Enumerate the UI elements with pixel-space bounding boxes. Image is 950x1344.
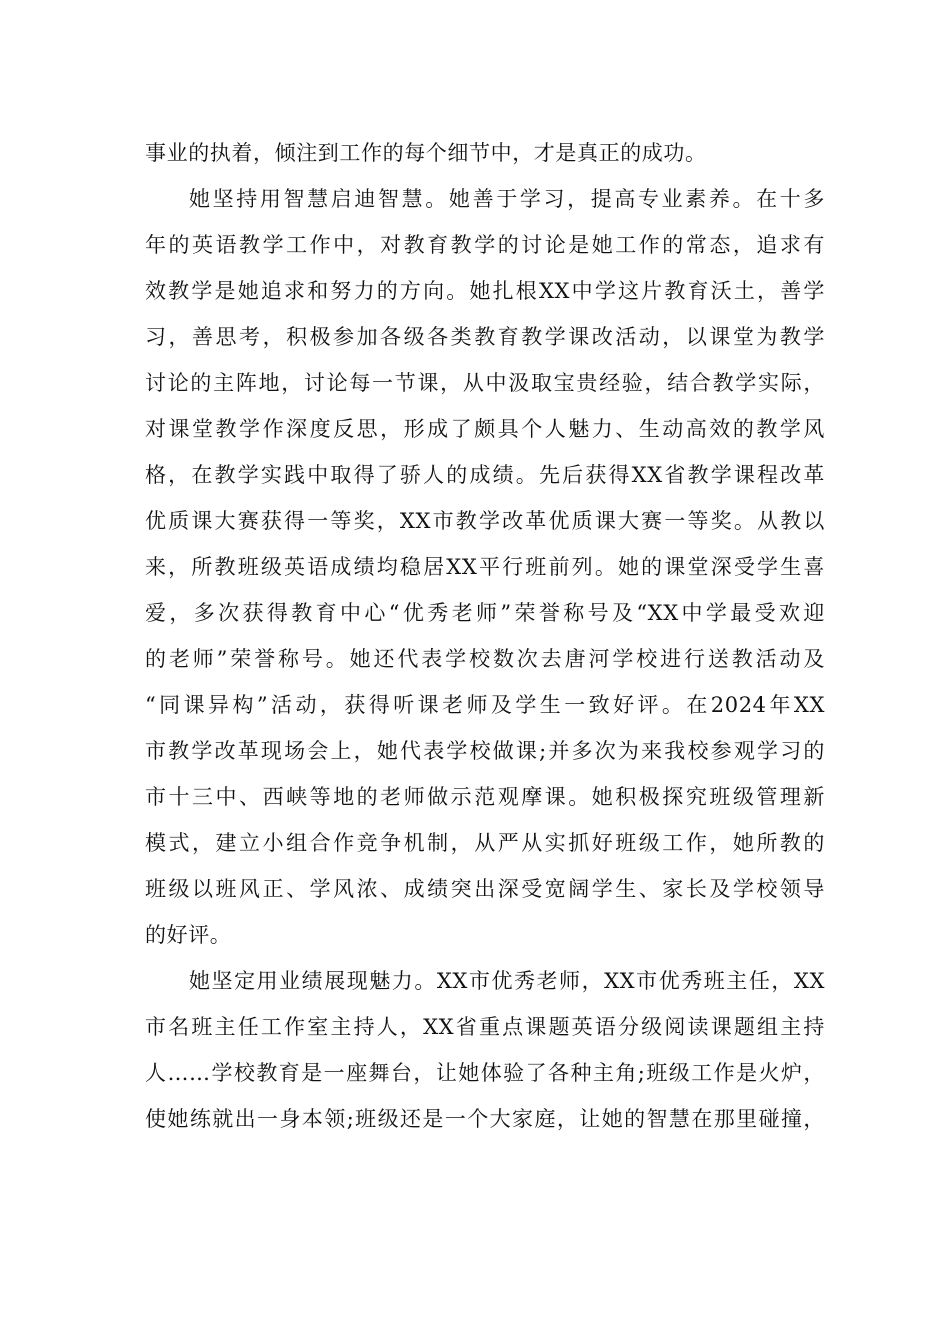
text-line: 的好评。 <box>145 923 232 947</box>
paragraph-first-line: 她坚定用业绩展现魅力。XX市优秀老师，XX市优秀班主任，XX <box>189 969 825 993</box>
text-line: 优质课大赛获得一等奖，XX市教学改革优质课大赛一等奖。从教以 <box>145 509 825 533</box>
text-line: 事业的执着，倾注到工作的每个细节中，才是真正的成功。 <box>145 141 707 165</box>
text-line: 使她练就出一身本领;班级还是一个大家庭，让她的智慧在那里碰撞， <box>145 1107 825 1131</box>
text-line: 格，在教学实践中取得了骄人的成绩。先后获得XX省教学课程改革 <box>145 463 825 487</box>
paragraph-first-line: 她坚持用智慧启迪智慧。她善于学习，提高专业素养。在十多 <box>189 187 825 211</box>
text-line: 来，所教班级英语成绩均稳居XX平行班前列。她的课堂深受学生喜 <box>145 555 825 579</box>
text-line: 习，善思考，积极参加各级各类教育教学课改活动，以课堂为教学 <box>145 325 825 349</box>
text-line: 市教学改革现场会上，她代表学校做课;并多次为来我校参观学习的 <box>145 739 825 763</box>
text-line: 班级以班风正、学风浓、成绩突出深受宽阔学生、家长及学校领导 <box>145 877 825 901</box>
text-line: 效教学是她追求和努力的方向。她扎根XX中学这片教育沃土，善学 <box>145 279 825 303</box>
text-line: 年的英语教学工作中，对教育教学的讨论是她工作的常态，追求有 <box>145 233 825 257</box>
text-line: 的老师”荣誉称号。她还代表学校数次去唐河学校进行送教活动及 <box>145 647 825 671</box>
text-line: 模式，建立小组合作竞争机制，从严从实抓好班级工作，她所教的 <box>145 831 825 855</box>
text-line: 市名班主任工作室主持人，XX省重点课题英语分级阅读课题组主持 <box>145 1015 825 1039</box>
text-line: 市十三中、西峡等地的老师做示范观摩课。她积极探究班级管理新 <box>145 785 825 809</box>
text-line: 爱，多次获得教育中心“优秀老师”荣誉称号及“XX中学最受欢迎 <box>145 601 825 625</box>
text-line: “同课异构”活动，获得听课老师及学生一致好评。在2024年XX <box>145 693 825 717</box>
text-line: 讨论的主阵地，讨论每一节课，从中汲取宝贵经验，结合教学实际， <box>145 371 825 395</box>
text-line: 人……学校教育是一座舞台，让她体验了各种主角;班级工作是火炉， <box>145 1061 825 1085</box>
text-line: 对课堂教学作深度反思，形成了颇具个人魅力、生动高效的教学风 <box>145 417 825 441</box>
